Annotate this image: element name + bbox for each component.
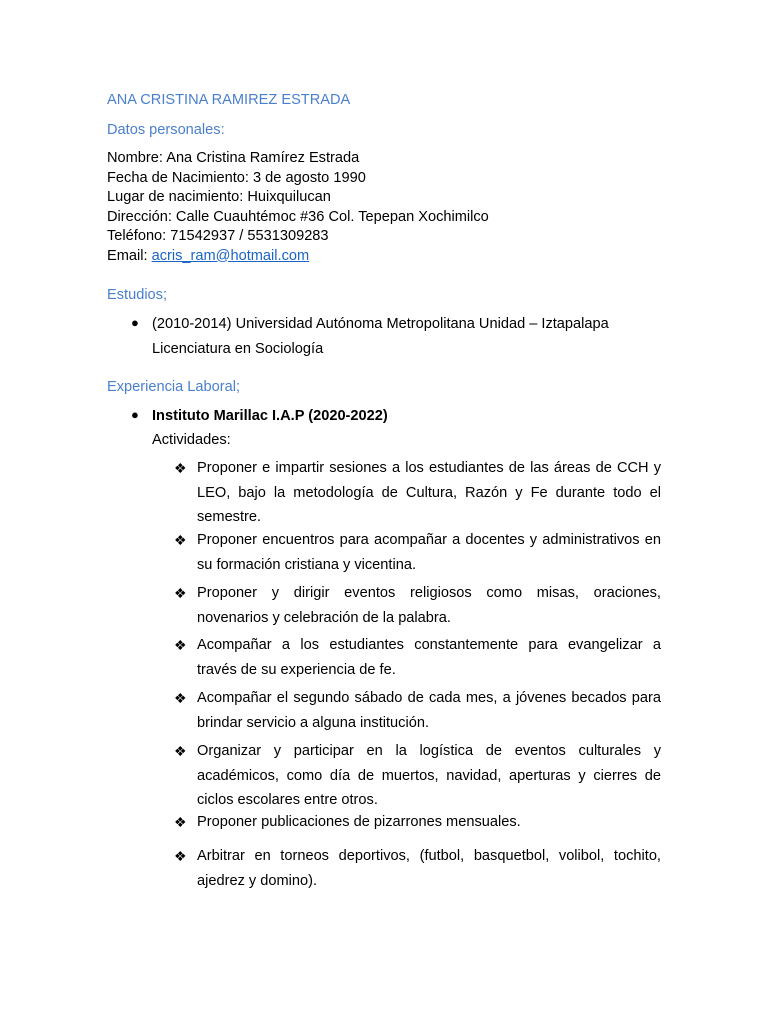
activity-text: Acompañar a los estudiantes constantemente para evangelizar a través de su experiencia de fe. — [197, 637, 661, 678]
studies-item — [131, 312, 671, 362]
birthplace-line: Lugar de nacimiento: Huixquilucan — [107, 189, 331, 205]
name-heading: ANA CRISTINA RAMIREZ ESTRADA — [107, 92, 351, 108]
activity-text: Arbitrar en torneos deportivos, (futbol, basquetbol, volibol, tochito, ajedrez y domino). — [197, 848, 661, 889]
bullet-icon: ● — [131, 407, 139, 422]
activity-text: Organizar y participar en la logística de eventos culturales y académicos, como día de muertos, navidad, aperturas y cierres de ciclos escolares entre otros. — [197, 743, 661, 808]
name-line: Nombre: Ana Cristina Ramírez Estrada — [107, 150, 360, 166]
studies-line-1: (2010-2014) Universidad Autónoma Metropolitana Unidad – Iztapalapa — [152, 316, 609, 332]
employer-name: Instituto Marillac I.A.P (2020-2022) — [152, 408, 388, 424]
diamond-bullet-icon: ❖ — [174, 637, 187, 653]
email-line — [107, 247, 489, 267]
diamond-bullet-icon: ❖ — [174, 585, 187, 601]
activity-text: Proponer y dirigir eventos religiosos como misas, oraciones, novenarios y celebración de la palabra. — [197, 585, 661, 626]
studies-line-2: Licenciatura en Sociología — [152, 341, 324, 357]
studies-heading: Estudios; — [107, 287, 168, 303]
diamond-bullet-icon: ❖ — [174, 814, 187, 830]
bullet-icon: ● — [131, 315, 139, 330]
activity-text: Proponer e impartir sesiones a los estudiantes de las áreas de CCH y LEO, bajo la metodología de Cultura, Razón y Fe durante todo el semestre. — [197, 460, 661, 525]
diamond-bullet-icon: ❖ — [174, 743, 187, 759]
diamond-bullet-icon: ❖ — [174, 848, 187, 864]
phone-line: Teléfono: 71542937 / 5531309283 — [107, 228, 329, 244]
personal-data-section — [107, 149, 489, 266]
activity-text: Acompañar el segundo sábado de cada mes, a jóvenes becados para brindar servicio a alguna institución. — [197, 690, 661, 731]
employer-item — [131, 404, 671, 429]
activity-text: Proponer encuentros para acompañar a docentes y administrativos en su formación cristiana y vicentina. — [197, 532, 661, 573]
address-line: Dirección: Calle Cuauhtémoc #36 Col. Tepepan Xochimilco — [107, 208, 489, 225]
email-label: Email: — [107, 247, 152, 264]
personal-data-heading: Datos personales: — [107, 122, 225, 138]
activity-text: Proponer publicaciones de pizarrones mensuales. — [197, 814, 521, 830]
diamond-bullet-icon: ❖ — [174, 690, 187, 706]
email-link[interactable]: acris_ram@hotmail.com — [151, 247, 310, 264]
birthdate-line: Fecha de Nacimiento: 3 de agosto 1990 — [107, 169, 366, 186]
diamond-bullet-icon: ❖ — [174, 532, 187, 548]
activities-label: Actividades: — [152, 432, 231, 448]
experience-heading: Experiencia Laboral; — [107, 379, 241, 395]
diamond-bullet-icon: ❖ — [174, 460, 187, 476]
